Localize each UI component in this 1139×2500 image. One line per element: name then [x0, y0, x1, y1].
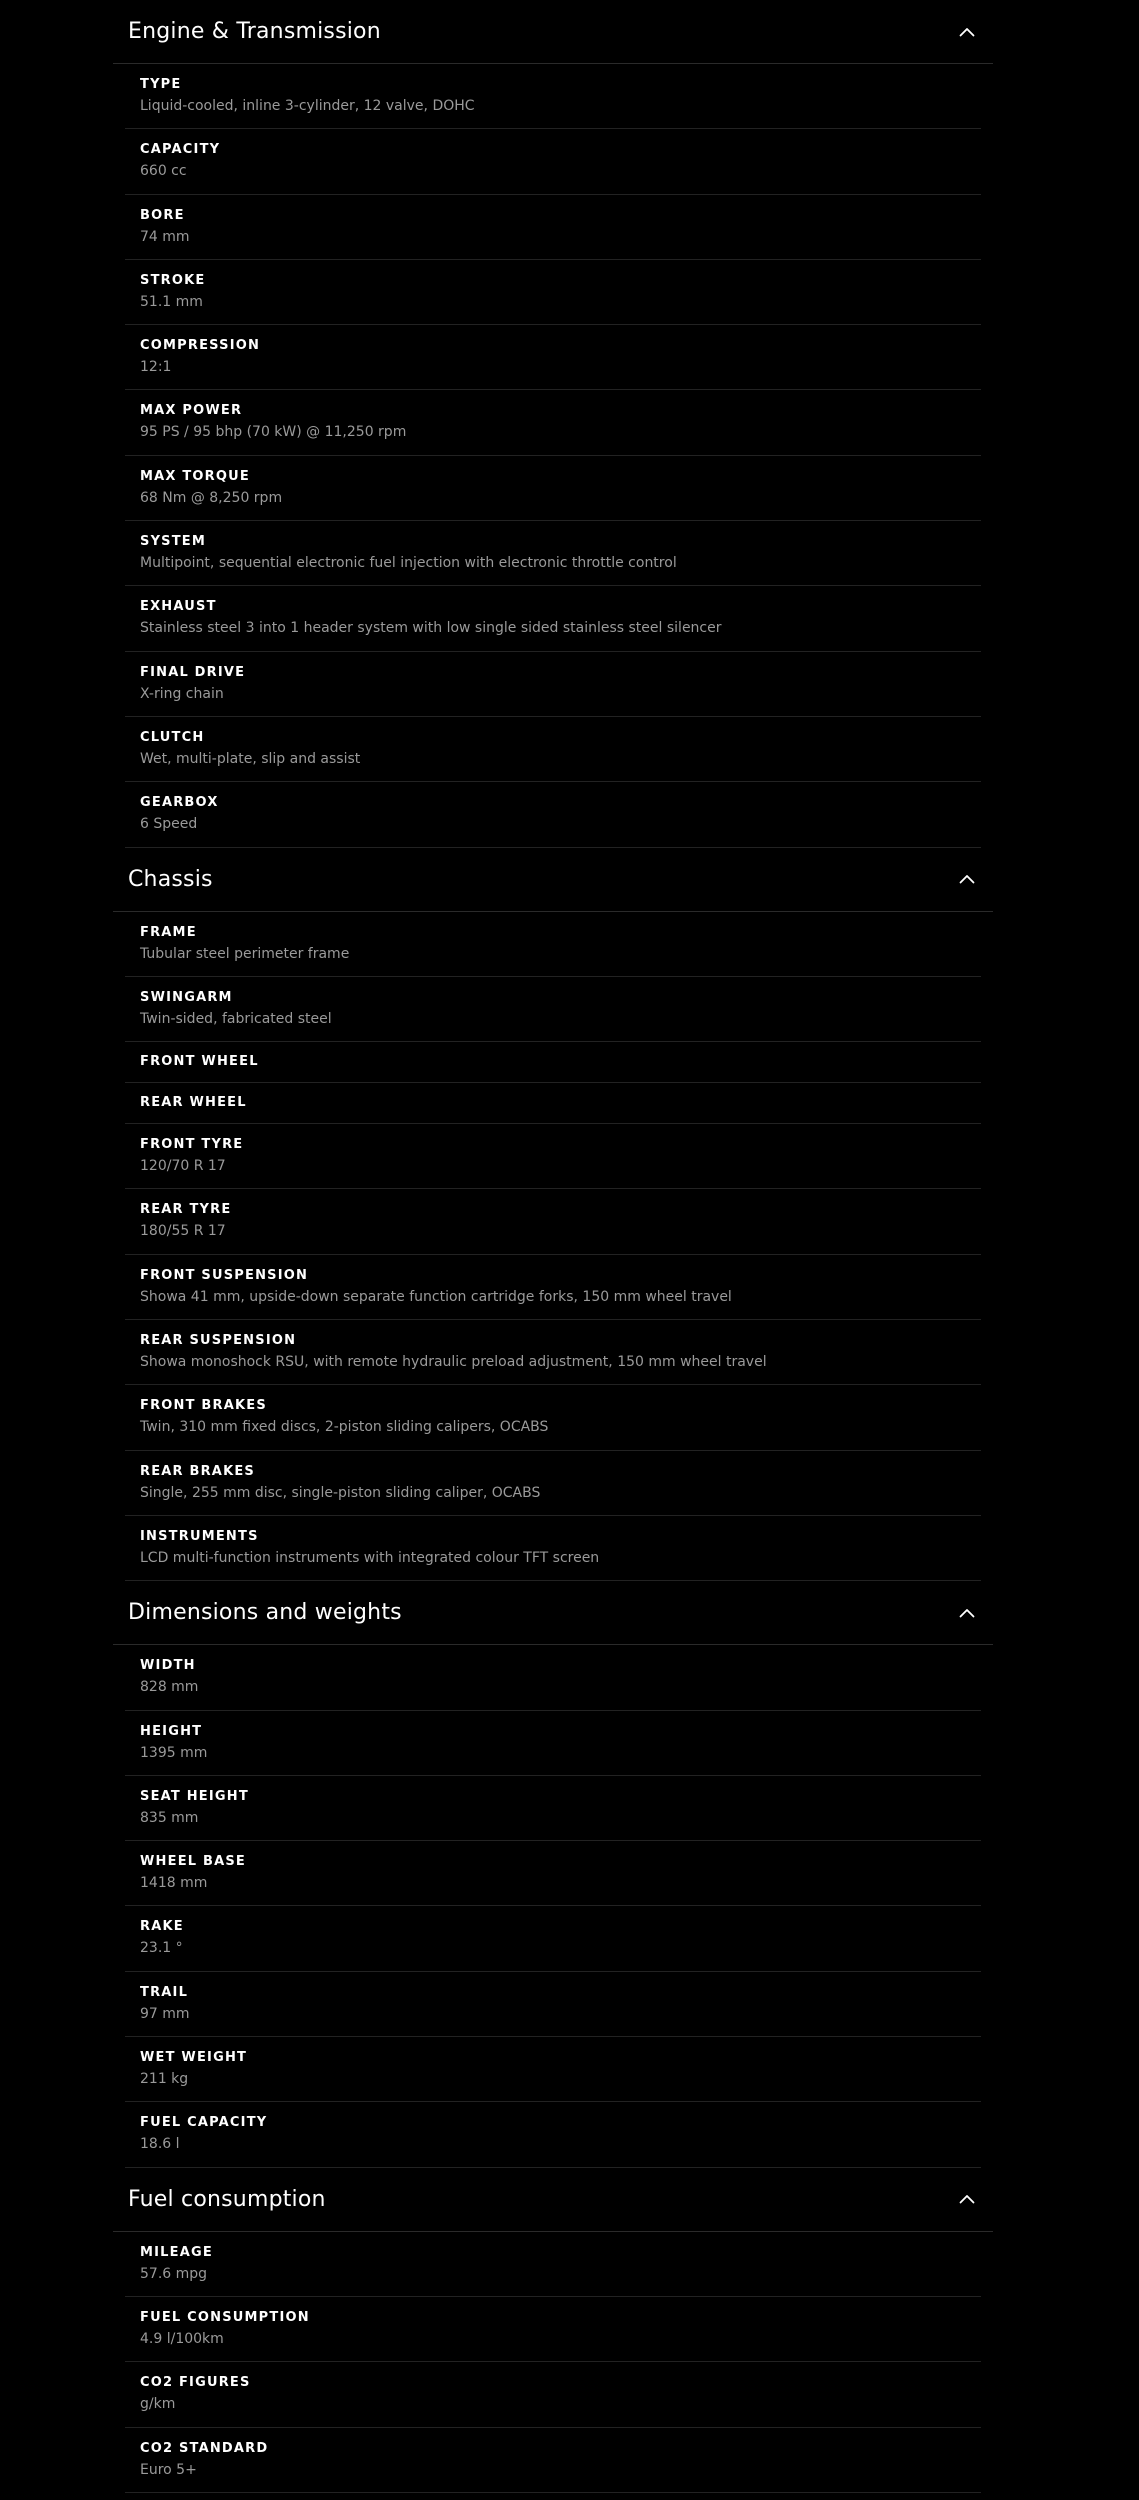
- spec-label: WIDTH: [140, 1658, 196, 1674]
- chevron-up-icon[interactable]: [957, 22, 977, 42]
- spec-row: [125, 977, 981, 1042]
- spec-value: 12:1: [140, 359, 172, 376]
- spec-value: 57.6 mpg: [140, 2265, 208, 2282]
- spec-value: 660 cc: [140, 163, 187, 180]
- spec-value: Stainless steel 3 into 1 header system with low single sided stainless steel silencer: [140, 620, 722, 637]
- spec-label: REAR TYRE: [140, 1202, 232, 1218]
- spec-row: [125, 2428, 981, 2493]
- spec-label: HEIGHT: [140, 1723, 203, 1739]
- spec-row: [125, 1255, 981, 1320]
- spec-label: FRONT SUSPENSION: [140, 1267, 309, 1283]
- spec-row: [125, 717, 981, 782]
- spec-value: 74 mm: [140, 228, 190, 245]
- section-title: Fuel consumption: [128, 2186, 326, 2212]
- spec-label: STROKE: [140, 272, 206, 288]
- chevron-up-icon[interactable]: [957, 2189, 977, 2209]
- spec-row: [125, 260, 981, 325]
- spec-label: FRAME: [140, 924, 197, 940]
- spec-label: SWINGARM: [140, 989, 233, 1005]
- spec-value: Twin-sided, fabricated steel: [140, 1010, 332, 1027]
- spec-row: [125, 325, 981, 390]
- spec-label: CO2 STANDARD: [140, 2440, 269, 2456]
- spec-list: [125, 912, 981, 1582]
- spec-value: 51.1 mm: [140, 293, 203, 310]
- spec-label: REAR SUSPENSION: [140, 1333, 297, 1349]
- spec-label: GEARBOX: [140, 795, 219, 811]
- spec-value: 211 kg: [140, 2071, 189, 2088]
- spec-value: 828 mm: [140, 1679, 199, 1696]
- spec-label: INSTRUMENTS: [140, 1528, 259, 1544]
- spec-list: [125, 64, 981, 848]
- spec-row: [125, 1972, 981, 2037]
- spec-row: [125, 1320, 981, 1385]
- spec-value: Twin, 310 mm fixed discs, 2-piston sliding calipers, OCABS: [140, 1419, 549, 1436]
- spec-row: [125, 1124, 981, 1189]
- spec-row: [125, 1776, 981, 1841]
- spec-row: [125, 1516, 981, 1581]
- spec-value: Liquid-cooled, inline 3-cylinder, 12 valve, DOHC: [140, 98, 475, 114]
- spec-label: EXHAUST: [140, 599, 217, 615]
- spec-row: [125, 390, 981, 455]
- spec-row: [125, 1451, 981, 1516]
- spec-row: [125, 1841, 981, 1906]
- spec-section: [113, 0, 993, 848]
- spec-label: FINAL DRIVE: [140, 664, 246, 680]
- spec-row: [125, 586, 981, 651]
- spec-value: 6 Speed: [140, 816, 198, 833]
- spec-label: MAX POWER: [140, 403, 243, 419]
- spec-value: Multipoint, sequential electronic fuel injection with electronic throttle control: [140, 555, 677, 572]
- section-title: Engine & Transmission: [128, 19, 381, 44]
- spec-label: SYSTEM: [140, 534, 207, 550]
- spec-value: 120/70 R 17: [140, 1158, 226, 1175]
- spec-label: FRONT BRAKES: [140, 1398, 267, 1414]
- spec-value: Single, 255 mm disc, single-piston sliding caliper, OCABS: [140, 1484, 541, 1501]
- spec-row: [125, 2362, 981, 2427]
- spec-label: FRONT WHEEL: [140, 1054, 259, 1070]
- spec-row: [125, 1906, 981, 1971]
- spec-value: 68 Nm @ 8,250 rpm: [140, 489, 283, 506]
- spec-label: CO2 FIGURES: [140, 2375, 251, 2391]
- spec-row: [125, 129, 981, 194]
- spec-value: Tubular steel perimeter frame: [140, 945, 350, 962]
- spec-row: [125, 1711, 981, 1776]
- section-header[interactable]: [113, 1581, 993, 1645]
- spec-value: 1395 mm: [140, 1744, 208, 1761]
- spec-row: [125, 1083, 981, 1124]
- spec-label: TYPE: [140, 77, 182, 92]
- spec-value: Showa 41 mm, upside-down separate function cartridge forks, 150 mm wheel travel: [140, 1288, 732, 1305]
- spec-row: [125, 64, 981, 129]
- spec-value: 1418 mm: [140, 1875, 208, 1892]
- spec-label: SEAT HEIGHT: [140, 1788, 249, 1804]
- spec-row: [125, 1189, 981, 1254]
- spec-label: REAR WHEEL: [140, 1095, 247, 1111]
- spec-accordion: [113, 0, 993, 2493]
- spec-value: 835 mm: [140, 1809, 199, 1826]
- spec-value: X-ring chain: [140, 685, 224, 702]
- spec-row: [125, 912, 981, 977]
- spec-label: WHEEL BASE: [140, 1854, 247, 1870]
- spec-label: FUEL CAPACITY: [140, 2115, 268, 2131]
- spec-label: BORE: [140, 207, 185, 223]
- spec-section: [113, 2168, 993, 2493]
- section-title: Chassis: [128, 866, 213, 892]
- spec-list: [125, 1645, 981, 2167]
- spec-row: [125, 652, 981, 717]
- spec-row: [125, 1385, 981, 1450]
- spec-value: Euro 5+: [140, 2461, 197, 2478]
- spec-row: [125, 2297, 981, 2362]
- spec-label: REAR BRAKES: [140, 1463, 255, 1479]
- spec-section: [113, 848, 993, 1582]
- spec-value: 95 PS / 95 bhp (70 kW) @ 11,250 rpm: [140, 424, 407, 441]
- spec-label: FRONT TYRE: [140, 1137, 244, 1153]
- spec-row: [125, 2102, 981, 2167]
- spec-label: COMPRESSION: [140, 338, 261, 354]
- chevron-up-icon[interactable]: [957, 1603, 977, 1623]
- spec-row: [125, 456, 981, 521]
- spec-value: 23.1 °: [140, 1940, 183, 1957]
- spec-row: [125, 2037, 981, 2102]
- spec-label: MILEAGE: [140, 2244, 213, 2260]
- spec-label: CAPACITY: [140, 142, 221, 158]
- spec-row: [125, 782, 981, 847]
- spec-label: RAKE: [140, 1919, 184, 1935]
- spec-row: [125, 1645, 981, 1710]
- spec-value: LCD multi-function instruments with integrated colour TFT screen: [140, 1549, 600, 1566]
- section-title: Dimensions and weights: [128, 1600, 402, 1626]
- spec-value: 18.6 l: [140, 2136, 180, 2153]
- spec-label: FUEL CONSUMPTION: [140, 2309, 310, 2325]
- spec-section: [113, 1581, 993, 2167]
- spec-value: 180/55 R 17: [140, 1223, 226, 1240]
- spec-label: TRAIL: [140, 1984, 189, 2000]
- spec-value: 4.9 l/100km: [140, 2330, 224, 2347]
- spec-row: [125, 521, 981, 586]
- section-header[interactable]: [113, 848, 993, 912]
- spec-value: 97 mm: [140, 2005, 190, 2022]
- section-header[interactable]: [113, 0, 993, 64]
- spec-list: [125, 2232, 981, 2493]
- section-header[interactable]: [113, 2168, 993, 2232]
- spec-value: Showa monoshock RSU, with remote hydraulic preload adjustment, 150 mm wheel travel: [140, 1354, 767, 1371]
- chevron-up-icon[interactable]: [957, 869, 977, 889]
- spec-value: g/km: [140, 2396, 176, 2413]
- spec-label: MAX TORQUE: [140, 468, 250, 484]
- spec-value: Wet, multi-plate, slip and assist: [140, 750, 361, 767]
- spec-row: [125, 1042, 981, 1083]
- spec-row: [125, 195, 981, 260]
- spec-row: [125, 2232, 981, 2297]
- spec-label: CLUTCH: [140, 729, 205, 745]
- spec-label: WET WEIGHT: [140, 2050, 248, 2066]
